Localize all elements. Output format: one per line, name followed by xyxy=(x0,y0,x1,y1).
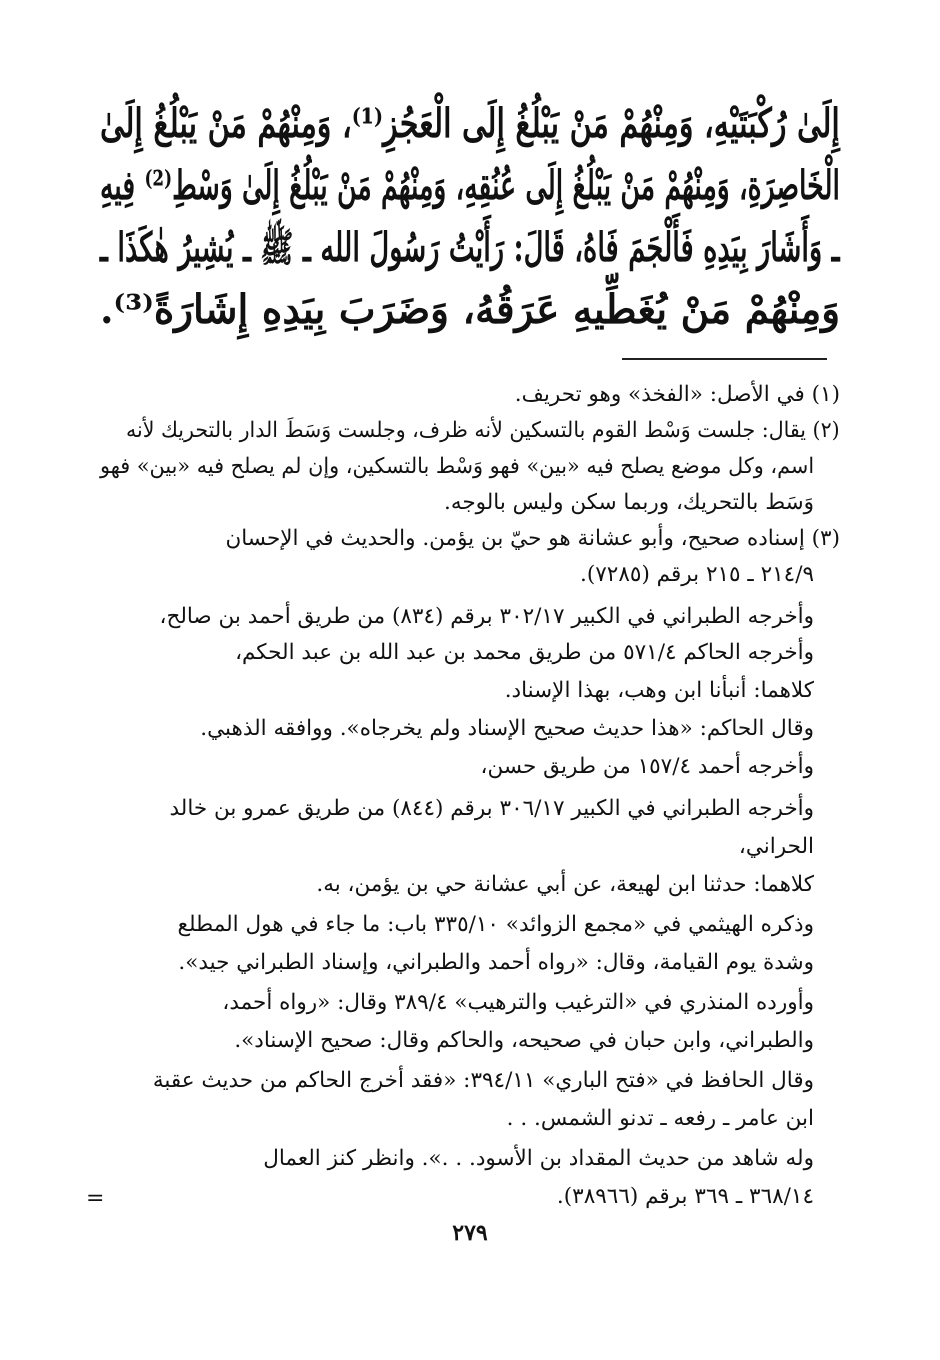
footnote-line: (٢) يقال: جلست وَسْط القوم بالتسكين لأنه ظرف، وجلست وَسَطَ الدار بالتحريك لأنه xyxy=(126,418,840,443)
footnote-line: وشدة يوم القيامة، وقال: «رواه أحمد والطبراني، وإسناد الطبراني جيد». xyxy=(178,950,814,975)
footnote-line: الحراني، xyxy=(738,834,814,859)
footnote-line: وله شاهد من حديث المقداد بن الأسود. . .». وانظر كنز العمال xyxy=(263,1146,814,1171)
footnote-line: ٢١٤/٩ ـ ٢١٥ برقم (٧٢٨٥). xyxy=(580,562,814,587)
footnote-line: (١) في الأصل: «الفخذ» وهو تحريف. xyxy=(514,382,840,407)
footnote-line: وأخرجه أحمد ١٥٧/٤ من طريق حسن، xyxy=(480,754,814,779)
footnote-line: كلاهما: أنبأنا ابن وهب، بهذا الإسناد. xyxy=(504,678,814,703)
main-text-line: وَمِنْهُمْ مَنْ يُغَطِّيهِ عَرَقُهُ، وَضَرَبَ بِيَدِهِ إِشَارَةً⁽³⁾. xyxy=(99,286,840,333)
continuation-mark: = xyxy=(86,1186,105,1211)
footnote-line: كلاهما: حدثنا ابن لهيعة، عن أبي عشانة حي بن يؤمن، به. xyxy=(316,872,814,897)
footnote-line: وأورده المنذري في «الترغيب والترهيب» ٣٨٩/٤ وقال: «رواه أحمد، xyxy=(222,990,814,1015)
footnote-line: (٣) إسناده صحيح، وأبو عشانة هو حيّ بن يؤمن. والحديث في الإحسان xyxy=(225,526,840,551)
main-text-line: الْخَاصِرَةِ، وَمِنْهُمْ مَنْ يَبْلُغُ إِلَى عُنُقِهِ، وَمِنْهُمْ مَنْ يَبْلُغُ إِلَىٰ وَسْطِ⁽²⁾ فِيهِ xyxy=(100,162,840,209)
footnote-line: وَسَط بالتحريك، وربما سكن وليس بالوجه. xyxy=(444,490,814,515)
footnote-line: وقال الحاكم: «هذا حديث صحيح الإسناد ولم يخرجاه». ووافقه الذهبي. xyxy=(200,716,814,741)
footnote-line: اسم، وكل موضع يصلح فيه «بين» فهو وَسْط بالتسكين، وإن لم يصلح فيه «بين» فهو xyxy=(99,454,814,479)
footnote-line: والطبراني، وابن حبان في صحيحه، والحاكم وقال: صحيح الإسناد». xyxy=(234,1028,814,1053)
page-number: ٢٧٩ xyxy=(452,1220,488,1246)
footnote-line: وذكره الهيثمي في «مجمع الزوائد» ٣٣٥/١٠ باب: ما جاء في هول المطلع xyxy=(177,912,814,937)
footnote-line: وأخرجه الحاكم ٥٧١/٤ من طريق محمد بن عبد الله بن عبد الحكم، xyxy=(235,640,814,665)
footnote-line: وأخرجه الطبراني في الكبير ٣٠٦/١٧ برقم (٨٤٤) من طريق عمرو بن خالد xyxy=(169,796,814,821)
footnote-line: وأخرجه الطبراني في الكبير ٣٠٢/١٧ برقم (٨٣٤) من طريق أحمد بن صالح، xyxy=(159,604,814,629)
main-text-line: ـ وَأَشَارَ بِيَدِهِ فَأَلْجَمَ فَاهُ، قَالَ: رَأَيْتُ رَسُولَ الله ـ ﷺ ـ يُشِيرُ هٰكَذَا ـ xyxy=(100,224,840,271)
footnote-line: ابن عامر ـ رفعه ـ تدنو الشمس. . . xyxy=(506,1106,814,1131)
footnote-separator xyxy=(622,358,827,360)
footnote-line: ٣٦٨/١٤ ـ ٣٦٩ برقم (٣٨٩٦٦). xyxy=(556,1184,814,1209)
footnote-line: وقال الحافظ في «فتح الباري» ٣٩٤/١١: «فقد أخرج الحاكم من حديث عقبة xyxy=(152,1068,814,1093)
main-text-line: إِلَىٰ رُكْبَتَيْهِ، وَمِنْهُمْ مَنْ يَبْلُغُ إِلَى الْعَجُزِ⁽¹⁾، وَمِنْهُمْ مَنْ يَبْلُغُ إِلَىٰ xyxy=(100,100,840,147)
